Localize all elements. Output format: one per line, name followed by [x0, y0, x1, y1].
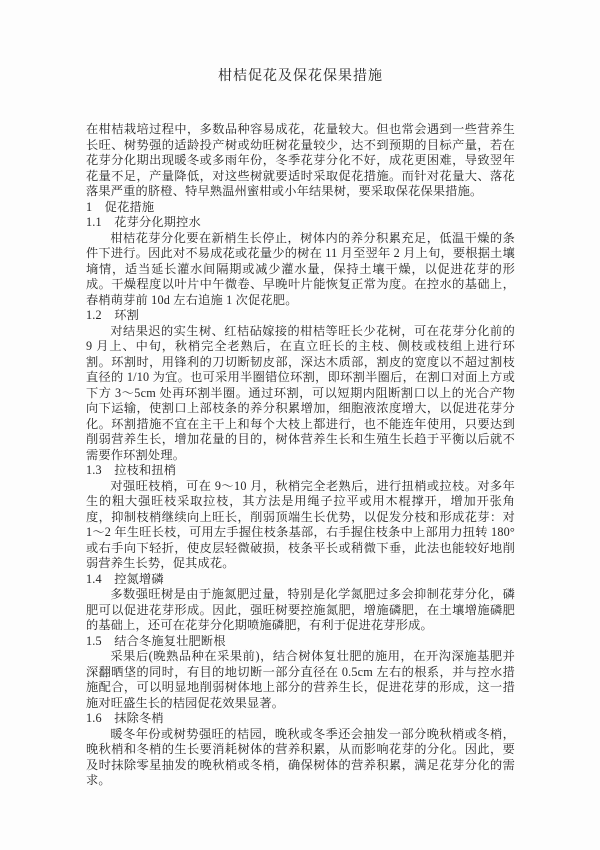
- section-heading-1-2: 1.2 环割: [86, 308, 139, 322]
- intro-paragraph: 在柑桔栽培过程中，多数品种容易成花，花量较大。但也常会遇到一些营养生长旺、树势强的适龄投产树或幼旺树花量较少，达不到预期的目标产量，若在花芽分化期出现暖冬或多雨年份，冬季花芽分化不好，成花更困难，导致翌年花量不足，产量降低，对这些树就要适时采取促花措施。而针对花量大、落花落果严重的脐橙、特早熟温州蜜柑或小年结果树，要采取保花保果措施。: [86, 122, 515, 198]
- paragraph-branch-pulling: 对强旺枝梢，可在 9～10 月，秋梢完全老熟后，进行扭梢或拉枝。对多年生的粗大强旺枝采取拉枝，其方法是用绳子拉平或用木棍撑开，增加开张角度，抑制枝梢继续向上旺长，削弱顶端生长优势，以促发分枝和形成花芽：对 1～2 年生旺长枝，可用左手握住枝条基部，右手握住枝条中上部用力扭转 180° 或右手向下轻折，使皮层轻微破损，枝条平长或稍微下垂，此法也能较好地削弱营养生长势，促其成花。: [86, 478, 515, 570]
- section-heading-1-3: 1.3 拉枝和扭梢: [86, 463, 177, 477]
- section-heading-1-1: 1.1 花芽分化期控水: [86, 215, 201, 229]
- paragraph-water-control: 柑桔花芽分化要在新梢生长停止，树体内的养分积累充足，低温干燥的条件下进行。因此对不易成花或花量少的树在 11 月至翌年 2 月上旬，要根据土壤墒情，适当延长灌水间隔期或减少灌水量，保持土壤干燥，以促进花芽的形成。干燥程度以叶片中午微卷、早晚叶片能恢复正常为度。在控水的基础上，春梢萌芽前 10d 左右追施 1 次促花肥。: [86, 230, 515, 307]
- paragraph-nitrogen-phosphorus: 多数强旺树是由于施氮肥过量，特别是化学氮肥过多会抑制花芽分化，磷肥可以促进花芽形成。因此，强旺树要控施氮肥，增施磷肥，在土壤增施磷肥的基础上，还可在花芽分化期喷施磷肥，有利于促进花芽形成。: [86, 587, 515, 632]
- section-heading-1: 1 促花措施: [86, 199, 155, 214]
- section-heading-1-4: 1.4 控氮增磷: [86, 571, 164, 586]
- section-heading-1-5: 1.5 结合冬施复壮肥断根: [86, 633, 226, 648]
- section-heading-1-6: 1.6 抹除冬梢: [86, 711, 164, 725]
- paragraph-winter-shoot-removal: 暖冬年份或树势强旺的桔园，晚秋或冬季还会抽发一部分晚秋梢或冬梢，晚秋梢和冬梢的生长要消耗树体的营养积累，从而影响花芽的分化。因此，要及时抹除零星抽发的晚秋梢或冬梢，确保树体的营养积累，满足花芽分化的需求。: [86, 726, 515, 787]
- document-title: 柑桔促花及保花保果措施: [218, 69, 383, 84]
- paragraph-girdling: 对结果迟的实生树、红桔砧嫁接的柑桔等旺长少花树，可在花芽分化前的 9 月上、中旬，秋梢完全老熟后，在直立旺长的主枝、侧枝或枝组上进行环割。环割时，用锋利的刀切断韧皮部，深达木质部，割皮的宽度以不超过割枝直径的 1/10 为宜。也可采用半圈错位环割，即环割半圈后，在割口对面上方或下方 3～5cm 处再环割半圈。通过环割，可以短期内阻断割口以上的光合产物向下运输，使割口上部枝条的养分积累增加，细胞液浓度增大，以促进花芽分化。环割措施不宜在主干上和每个大枝上都进行，也不能连年使用，只要达到削弱营养生长，增加花量的目的，树体营养生长和生殖生长趋于平衡以后就不需要作环割处理。: [86, 323, 515, 462]
- paragraph-root-cutting: 采果后(晚熟品种在采果前)，结合树体复壮肥的施用，在开沟深施基肥并深翻晒垡的同时，有目的地切断一部分直径在 0.5cm 左右的根系，并与控水措施配合，可以明显地削弱树体地上部分的营养生长，促进花芽的形成，这一措施对旺盛生长的桔园促花效果显著。: [86, 649, 515, 710]
- document-body: [86, 122, 515, 789]
